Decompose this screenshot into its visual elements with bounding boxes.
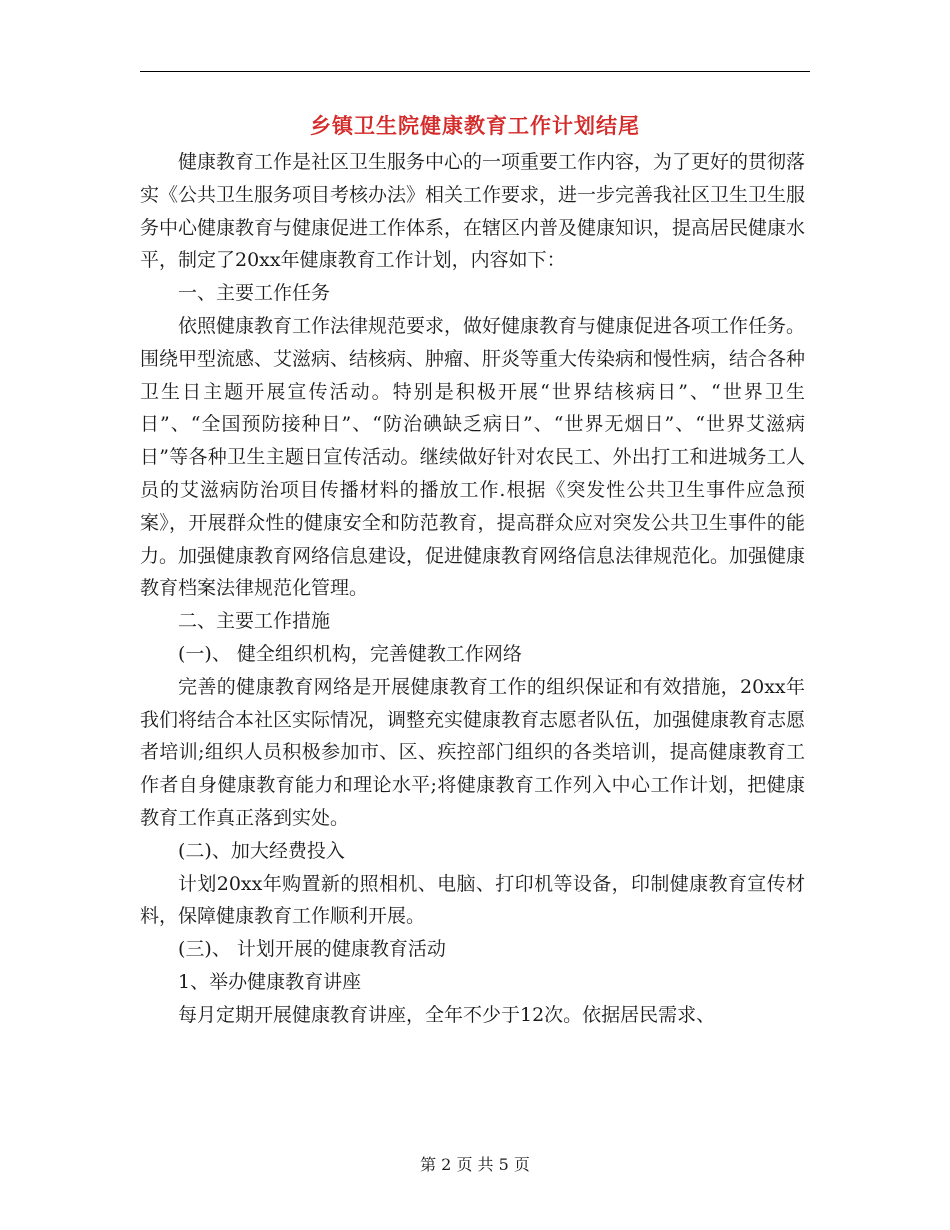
subheading-funding: (二)、加大经费投入: [178, 839, 345, 862]
paragraph-funding: 计划20xx年购置新的照相机、电脑、打印机等设备，印制健康教育宣传材料，保障健康教育工作顺利开展。: [140, 872, 805, 928]
page-footer: 第 2 页 共 5 页: [420, 1155, 530, 1174]
subheading-lectures: 1、举办健康教育讲座: [178, 970, 362, 993]
document-title: 乡镇卫生院健康教育工作计划结尾: [310, 113, 640, 138]
paragraph-lectures: 每月定期开展健康教育讲座，全年不少于12次。依据居民需求、: [178, 1003, 716, 1026]
paragraph-main-tasks: 依照健康教育工作法律规范要求，做好健康教育与健康促进各项工作任务。围绕甲型流感、艾滋病、结核病、肿瘤、肝炎等重大传染病和慢性病，结合各种卫生日主题开展宣传活动。特别是积极开展“世界结核病日”、“世界卫生日”、“全国预防接种日”、“防治碘缺乏病日”、“世界无烟日”、“世界艾滋病日”等各种卫生主题日宣传活动。继续做好针对农民工、外出打工和进城务工人员的艾滋病防治项目传播材料的播放工作.根据《突发性公共卫生事件应急预案》，开展群众性的健康安全和防范教育，提高群众应对突发公共卫生事件的能力。加强健康教育网络信息建设，促进健康教育网络信息法律规范化。加强健康教育档案法律规范化管理。: [140, 314, 806, 600]
paragraph-organization: 完善的健康教育网络是开展健康教育工作的组织保证和有效措施，20xx年我们将结合本社区实际情况，调整充实健康教育志愿者队伍，加强健康教育志愿者培训;组织人员积极参加市、区、疾控部门组织的各类培训，提高健康教育工作者自身健康教育能力和理论水平;将健康教育工作列入中心工作计划，把健康教育工作真正落到实处。: [140, 675, 806, 829]
document-body: [140, 146, 805, 1032]
heading-main-measures: 二、主要工作措施: [178, 610, 331, 633]
subheading-organization: (一)、 健全组织机构，完善健教工作网络: [178, 642, 522, 665]
header-rule: [140, 71, 810, 72]
subheading-activities: (三)、 计划开展的健康教育活动: [178, 938, 446, 961]
heading-main-tasks: 一、主要工作任务: [178, 282, 331, 305]
paragraph-intro: 健康教育工作是社区卫生服务中心的一项重要工作内容，为了更好的贯彻落实《公共卫生服务项目考核办法》相关工作要求，进一步完善我社区卫生卫生服务中心健康教育与健康促进工作体系，在辖区内普及健康知识，提高居民健康水平，制定了20xx年健康教育工作计划，内容如下：: [140, 151, 806, 272]
